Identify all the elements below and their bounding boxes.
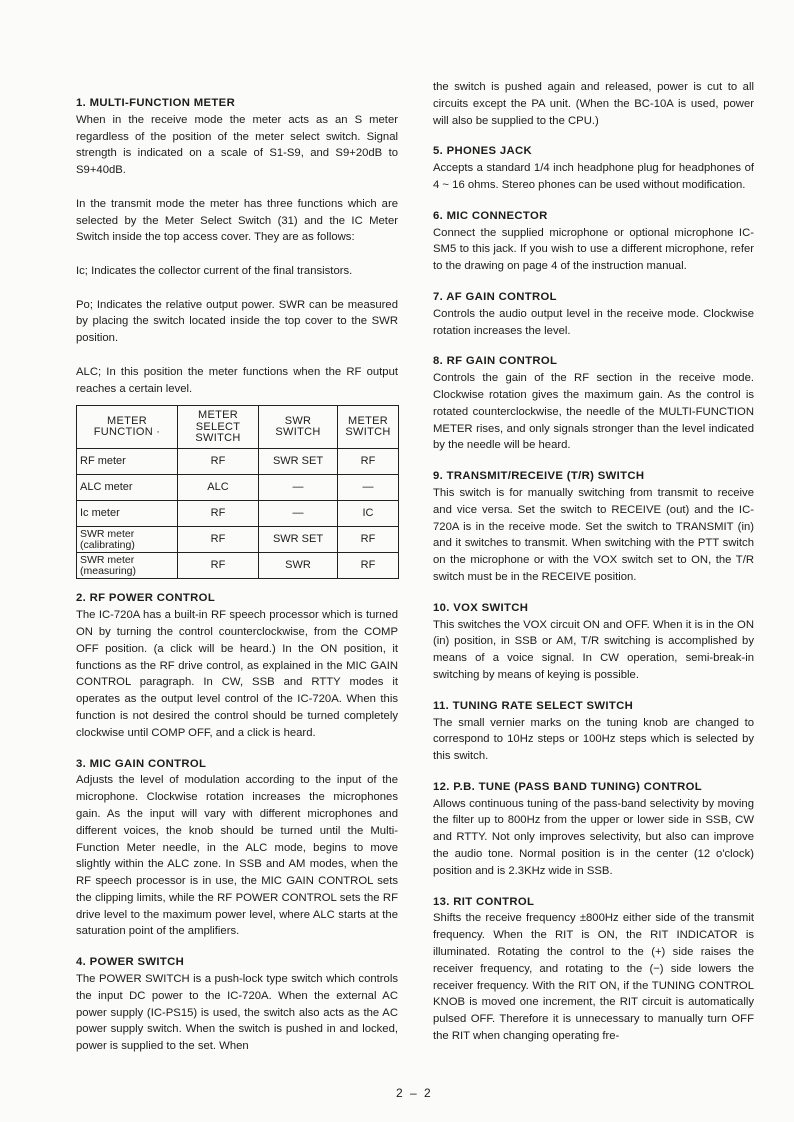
table-cell: SWR: [259, 553, 338, 579]
table-cell: RF: [338, 553, 399, 579]
table-cell: SWR meter (calibrating): [77, 527, 178, 553]
table-row: [77, 527, 399, 553]
table-cell: RF: [338, 527, 399, 553]
table-cell: SWR meter (measuring): [77, 553, 178, 579]
section-4-continued-text: the switch is pushed again and released, power is cut to all circuits except the PA unit. (When the BC-10A is used, power will also be supplied to the CPU.): [433, 81, 754, 127]
table-cell: RF: [178, 449, 259, 475]
table-cell: —: [259, 501, 338, 527]
table-cell: SWR SET: [259, 527, 338, 553]
table-cell: RF meter: [77, 449, 178, 475]
table-row: [77, 501, 399, 527]
section-4-title: 4. POWER SWITCH: [76, 956, 185, 969]
page-number: 2 – 2: [396, 1086, 433, 1100]
table-cell: Ic meter: [77, 501, 178, 527]
meter-switch-table: [76, 405, 399, 579]
section-9-title: 9. TRANSMIT/RECEIVE (T/R) SWITCH: [433, 470, 645, 483]
table-header: SWR SWITCH: [259, 406, 338, 449]
section-2-text: The IC-720A has a built-in RF speech processor which is turned ON by turning the control counterclockwise, from the COMP OFF position. (a click will be heard.) In the ON position, it functions as the RF drive control, as explained in the MIC GAIN CONTROL paragraph. In CW, SSB and RTTY modes it operates as the output level control of the IC-720A. When this function is not desired the control should be turned completely clockwise until COMP OFF, and a click is heard.: [76, 609, 398, 739]
section-3-title: 3. MIC GAIN CONTROL: [76, 757, 207, 770]
section-1-title: 1. MULTI-FUNCTION METER: [76, 97, 236, 109]
section-6-title: 6. MIC CONNECTOR: [433, 209, 548, 222]
table-cell: IC: [338, 501, 399, 527]
section-8-title: 8. RF GAIN CONTROL: [433, 355, 558, 368]
table-cell: RF: [338, 449, 399, 475]
section-2-title: 2. RF POWER CONTROL: [76, 592, 216, 605]
section-9-text: This switch is for manually switching from transmit to receive and vice versa. Set the switch to RECEIVE (out) and the IC-720A is in the receive mode. Set the switch to TRANSMIT (in) and it switches to transmit. When switching with the PTT switch on the microphone or with the VOX switch set to ON, the T/R switch must be in the RECEIVE position.: [433, 486, 754, 583]
table-header: METER FUNCTION ·: [77, 406, 178, 449]
section-3-text: Adjusts the level of modulation according to the input of the microphone. Clockwise rotation increases the microphones gain. As the input will vary with different microphones and different voices, the knob should be turned until the Multi-Function Meter needle, in the ALC mode, begins to move slightly within the ALC zone. In SSB and AM modes, when the RF speech processor is in use, the MIC GAIN CONTROL sets the clipping limits, while the RF POWER CONTROL sets the RF drive level to the maximum power level, where ALC starts at the saturation point of the amplifiers.: [76, 774, 398, 938]
section-6-text: Connect the supplied microphone or optional microphone IC-SM5 to this jack. If you wish to use a different microphone, refer to the drawing on page 4 of the instruction manual.: [433, 226, 754, 273]
section-1-text: When in the receive mode the meter acts as an S meter regardless of the position of the meter select switch. Signal strength is indicated on a scale of S1-S9, and S9+20dB to S9+40dB.: [76, 113, 398, 177]
section-10-text: This switches the VOX circuit ON and OFF. When it is in the ON (in) position, in SSB or AM, T/R switching is accomplished by means of a voice signal. In CW operation, semi-break-in switching by means of keying is possible.: [433, 618, 754, 681]
section-5-text: Accepts a standard 1/4 inch headphone plug for headphones of 4 ~ 16 ohms. Stereo phones can be used without modification.: [433, 162, 754, 191]
table-header: METER SELECT SWITCH: [178, 406, 259, 449]
table-cell: —: [338, 475, 399, 501]
section-10-title: 10. VOX SWITCH: [433, 601, 529, 614]
section-13-text: Shifts the receive frequency ±800Hz either side of the transmit frequency. When the RIT is ON, the RIT INDICATOR is illuminated. Rotating the control to the (+) side raises the receiver frequency, and rotating to the (−) side lowers the receiver frequency. With the RIT ON, if the TUNING CONTROL KNOB is moved one increment, the RIT circuit is automatically pulsed OFF. Therefore it is unnecessary to manually turn OFF the RIT when changing operating fre-: [433, 912, 754, 1043]
section-4-text: The POWER SWITCH is a push-lock type switch which controls the input DC power to the IC-720A. When the external AC power supply (IC-PS15) is used, the switch also acts as the AC power supply switch. When the switch is pushed in and locked, power is supplied to the set. When: [76, 973, 398, 1053]
section-11-text: The small vernier marks on the tuning knob are changed to correspond to 10Hz steps or 100Hz steps which is selected by this switch.: [433, 716, 754, 763]
table-cell: —: [259, 475, 338, 501]
section-1-po-text: Po; Indicates the relative output power. SWR can be measured by placing the switch located inside the top cover to the SWR position.: [76, 298, 398, 345]
section-11-title: 11. TUNING RATE SELECT SWITCH: [433, 699, 634, 712]
table-header: METER SWITCH: [338, 406, 399, 449]
table-cell: SWR SET: [259, 449, 338, 475]
table-row: [77, 449, 399, 475]
section-1-ic-text: Ic; Indicates the collector current of the final transistors.: [76, 264, 353, 277]
section-7-text: Controls the audio output level in the receive mode. Clockwise rotation increases the level.: [433, 307, 754, 337]
section-12-title: 12. P.B. TUNE (PASS BAND TUNING) CONTROL: [433, 780, 703, 793]
section-7-title: 7. AF GAIN CONTROL: [433, 290, 557, 303]
table-cell: RF: [178, 553, 259, 579]
table-cell: ALC meter: [77, 475, 178, 501]
table-cell: ALC: [178, 475, 259, 501]
table-header-row: [77, 406, 399, 449]
section-13-title: 13. RIT CONTROL: [433, 895, 535, 908]
section-8-text: Controls the gain of the RF section in the receive mode. Clockwise rotation gives the maximum gain. As the control is rotated counterclockwise, the needle of the MULTI-FUNCTION METER rises, and only signals stronger than the level indicated by the needle will be heard.: [433, 372, 754, 452]
section-5-title: 5. PHONES JACK: [433, 145, 533, 158]
table-cell: RF: [178, 527, 259, 553]
section-12-text: Allows continuous tuning of the pass-band selectivity by moving the filter up to 800Hz from the upper or lower side in SSB, CW and RTTY. Not only improves selectivity, but also can improve the audio tone. Normal position is in the center (12 o'clock) position and is 2.3KHz wide in SSB.: [433, 797, 754, 877]
table-row: [77, 475, 399, 501]
table-cell: RF: [178, 501, 259, 527]
section-1-transmit-text: In the transmit mode the meter has three functions which are selected by the Meter Select Switch (31) and the IC Meter Switch inside the top access cover. They are as follows:: [76, 197, 398, 244]
section-1-alc-text: ALC; In this position the meter functions when the RF output reaches a certain level.: [76, 365, 398, 395]
left-column: [76, 76, 398, 1055]
table-row: [77, 553, 399, 579]
right-column: [433, 79, 754, 1045]
